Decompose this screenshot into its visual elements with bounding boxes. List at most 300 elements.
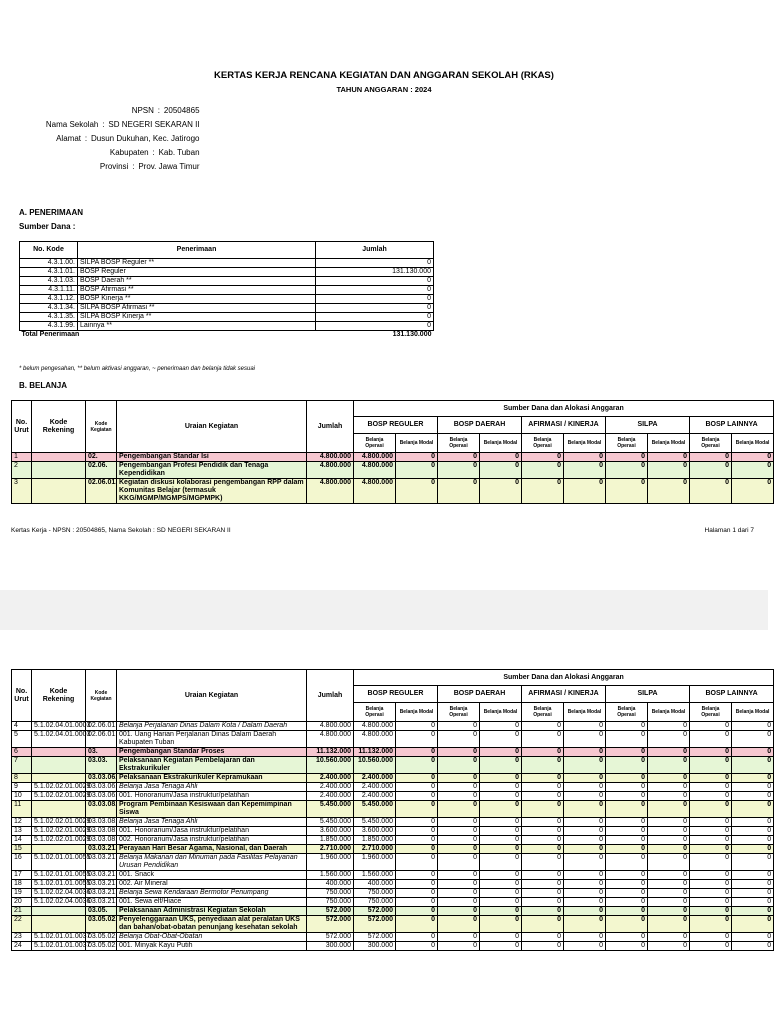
alokasi-cell: 0 bbox=[564, 880, 606, 889]
alokasi-cell: 0 bbox=[396, 836, 438, 845]
page-2 bbox=[0, 630, 772, 1024]
penerimaan-total-row bbox=[20, 331, 434, 340]
alokasi-cell: 0 bbox=[732, 774, 774, 783]
header-kode-rekening: Kode Rekening bbox=[32, 670, 86, 722]
alokasi-cell: 0 bbox=[438, 479, 480, 504]
jumlah-cell: 3.600.000 bbox=[307, 827, 354, 836]
alokasi-cell: 0 bbox=[690, 827, 732, 836]
header-group: BOSP DAERAH bbox=[438, 686, 522, 703]
alokasi-cell: 0 bbox=[648, 748, 690, 757]
jumlah-cell: 0 bbox=[316, 259, 434, 268]
alokasi-cell: 0 bbox=[438, 722, 480, 731]
rekening-cell bbox=[32, 845, 86, 854]
alokasi-cell: 0 bbox=[690, 748, 732, 757]
info-value: Kab. Tuban bbox=[158, 148, 200, 157]
alokasi-cell: 0 bbox=[396, 889, 438, 898]
alokasi-cell: 0 bbox=[480, 792, 522, 801]
alokasi-cell: 11.132.000 bbox=[354, 748, 396, 757]
penerimaan-cell: SILPA BOSP Kinerja ** bbox=[78, 313, 316, 322]
alokasi-cell: 0 bbox=[480, 731, 522, 748]
alokasi-cell: 5.450.000 bbox=[354, 818, 396, 827]
section-b-heading: B. BELANJA bbox=[19, 381, 68, 390]
uraian-cell: Belanja Jasa Tenaga Ahli bbox=[117, 818, 307, 827]
alokasi-cell: 0 bbox=[606, 722, 648, 731]
alokasi-cell: 0 bbox=[648, 783, 690, 792]
penerimaan-row bbox=[20, 304, 434, 313]
alokasi-cell: 0 bbox=[396, 916, 438, 933]
header-group: BOSP REGULER bbox=[354, 686, 438, 703]
header-group: BOSP REGULER bbox=[354, 417, 438, 434]
alokasi-cell: 0 bbox=[480, 774, 522, 783]
kegiatan-cell: 03.05.02. bbox=[86, 916, 117, 933]
alokasi-cell: 0 bbox=[480, 462, 522, 479]
alokasi-cell: 0 bbox=[522, 898, 564, 907]
uraian-cell: Belanja Perjalanan Dinas Dalam Kota / Dalam Daerah bbox=[117, 722, 307, 731]
header-sumber-dana: Sumber Dana dan Alokasi Anggaran bbox=[354, 670, 774, 686]
alokasi-cell: 0 bbox=[690, 722, 732, 731]
alokasi-cell: 400.000 bbox=[354, 880, 396, 889]
alokasi-cell: 0 bbox=[564, 774, 606, 783]
sumber-dana-label: Sumber Dana : bbox=[19, 222, 76, 231]
alokasi-cell: 0 bbox=[522, 792, 564, 801]
kegiatan-cell: 03. bbox=[86, 748, 117, 757]
jumlah-cell: 2.400.000 bbox=[307, 774, 354, 783]
uraian-cell: Pengembangan Profesi Pendidik dan Tenaga Kependidikan bbox=[117, 462, 307, 479]
alokasi-cell: 0 bbox=[564, 933, 606, 942]
penerimaan-row bbox=[20, 268, 434, 277]
belanja-row bbox=[12, 479, 774, 504]
header-jumlah: Jumlah bbox=[307, 401, 354, 453]
penerimaan-row bbox=[20, 286, 434, 295]
header-belanja-operasi: Belanja Operasi bbox=[438, 703, 480, 722]
belanja-row bbox=[12, 889, 774, 898]
alokasi-cell: 0 bbox=[690, 836, 732, 845]
alokasi-cell: 0 bbox=[606, 898, 648, 907]
alokasi-cell: 0 bbox=[396, 933, 438, 942]
kegiatan-cell: 02.06.01. bbox=[86, 722, 117, 731]
alokasi-cell: 0 bbox=[648, 827, 690, 836]
alokasi-cell: 0 bbox=[480, 898, 522, 907]
total-value: 131.130.000 bbox=[316, 331, 434, 340]
jumlah-cell: 4.800.000 bbox=[307, 462, 354, 479]
alokasi-cell: 3.600.000 bbox=[354, 827, 396, 836]
no-cell: 4 bbox=[12, 722, 32, 731]
alokasi-cell: 0 bbox=[396, 722, 438, 731]
alokasi-cell: 750.000 bbox=[354, 889, 396, 898]
alokasi-cell: 0 bbox=[732, 880, 774, 889]
alokasi-cell: 0 bbox=[396, 854, 438, 871]
belanja-row bbox=[12, 731, 774, 748]
alokasi-cell: 0 bbox=[648, 479, 690, 504]
belanja-row bbox=[12, 942, 774, 951]
kegiatan-cell: 03.05. bbox=[86, 907, 117, 916]
uraian-cell: 002. Air Mineral bbox=[117, 880, 307, 889]
alokasi-cell: 0 bbox=[438, 827, 480, 836]
alokasi-cell: 0 bbox=[648, 731, 690, 748]
alokasi-cell: 750.000 bbox=[354, 898, 396, 907]
alokasi-cell: 0 bbox=[732, 845, 774, 854]
no-cell: 14 bbox=[12, 836, 32, 845]
alokasi-cell: 0 bbox=[438, 757, 480, 774]
alokasi-cell: 0 bbox=[522, 748, 564, 757]
header-group: BOSP LAINNYA bbox=[690, 417, 774, 434]
jumlah-cell: 2.400.000 bbox=[307, 792, 354, 801]
rekening-cell: 5.1.02.01.01.0055 bbox=[32, 854, 86, 871]
header-belanja-operasi: Belanja Operasi bbox=[354, 434, 396, 453]
rekening-cell: 5.1.02.02.04.0036 bbox=[32, 898, 86, 907]
rekening-cell bbox=[32, 916, 86, 933]
penerimaan-cell: BOSP Afirmasi ** bbox=[78, 286, 316, 295]
jumlah-cell: 0 bbox=[316, 286, 434, 295]
no-cell: 20 bbox=[12, 898, 32, 907]
header-sumber-dana: Sumber Dana dan Alokasi Anggaran bbox=[354, 401, 774, 417]
kode-cell: 4.3.1.03. bbox=[20, 277, 78, 286]
no-cell: 5 bbox=[12, 731, 32, 748]
jumlah-cell: 0 bbox=[316, 277, 434, 286]
alokasi-cell: 0 bbox=[690, 792, 732, 801]
info-value: SD NEGERI SEKARAN II bbox=[108, 120, 200, 129]
alokasi-cell: 0 bbox=[648, 453, 690, 462]
alokasi-cell: 0 bbox=[438, 916, 480, 933]
jumlah-cell: 1.960.000 bbox=[307, 854, 354, 871]
penerimaan-cell: BOSP Reguler bbox=[78, 268, 316, 277]
penerimaan-row bbox=[20, 259, 434, 268]
alokasi-cell: 0 bbox=[438, 880, 480, 889]
alokasi-cell: 0 bbox=[732, 757, 774, 774]
jumlah-cell: 5.450.000 bbox=[307, 818, 354, 827]
uraian-cell: 001. Snack bbox=[117, 871, 307, 880]
info-value: Prov. Jawa Timur bbox=[138, 162, 200, 171]
alokasi-cell: 1.960.000 bbox=[354, 854, 396, 871]
no-cell: 13 bbox=[12, 827, 32, 836]
header-no-kode: No. Kode bbox=[20, 242, 78, 259]
alokasi-cell: 0 bbox=[732, 871, 774, 880]
info-row bbox=[27, 118, 200, 132]
penerimaan-row bbox=[20, 322, 434, 331]
alokasi-cell: 0 bbox=[438, 801, 480, 818]
jumlah-cell: 5.450.000 bbox=[307, 801, 354, 818]
no-cell: 2 bbox=[12, 462, 32, 479]
alokasi-cell: 0 bbox=[564, 462, 606, 479]
belanja-table-continued bbox=[11, 669, 774, 951]
alokasi-cell: 0 bbox=[732, 748, 774, 757]
kode-cell: 4.3.1.00. bbox=[20, 259, 78, 268]
kode-cell: 4.3.1.99. bbox=[20, 322, 78, 331]
rekening-cell: 5.1.02.04.01.0003 bbox=[32, 731, 86, 748]
rekening-cell: 5.1.02.02.01.0029 bbox=[32, 783, 86, 792]
alokasi-cell: 0 bbox=[522, 836, 564, 845]
rekening-cell: 5.1.02.02.04.0036 bbox=[32, 889, 86, 898]
belanja-row bbox=[12, 907, 774, 916]
alokasi-cell: 0 bbox=[690, 818, 732, 827]
jumlah-cell: 0 bbox=[316, 322, 434, 331]
header-kode-rekening: Kode Rekening bbox=[32, 401, 86, 453]
penerimaan-cell: Lainnya ** bbox=[78, 322, 316, 331]
jumlah-cell: 4.800.000 bbox=[307, 479, 354, 504]
alokasi-cell: 0 bbox=[606, 453, 648, 462]
uraian-cell: 001. Honorarium/Jasa instruktur/pelatihan bbox=[117, 792, 307, 801]
uraian-cell: Perayaan Hari Besar Agama, Nasional, dan Daerah bbox=[117, 845, 307, 854]
alokasi-cell: 0 bbox=[564, 916, 606, 933]
alokasi-cell: 0 bbox=[438, 748, 480, 757]
no-cell: 19 bbox=[12, 889, 32, 898]
alokasi-cell: 0 bbox=[690, 942, 732, 951]
alokasi-cell: 0 bbox=[396, 801, 438, 818]
kegiatan-cell: 03.03.21. bbox=[86, 889, 117, 898]
header-belanja-modal: Belanja Modal bbox=[732, 434, 774, 453]
alokasi-cell: 0 bbox=[732, 722, 774, 731]
alokasi-cell: 0 bbox=[690, 462, 732, 479]
kegiatan-cell: 03.03.08. bbox=[86, 801, 117, 818]
alokasi-cell: 0 bbox=[606, 783, 648, 792]
kegiatan-cell: 03.05.02. bbox=[86, 942, 117, 951]
no-cell: 3 bbox=[12, 479, 32, 504]
alokasi-cell: 2.400.000 bbox=[354, 774, 396, 783]
alokasi-cell: 0 bbox=[396, 792, 438, 801]
header-penerimaan: Penerimaan bbox=[78, 242, 316, 259]
header-uraian: Uraian Kegiatan bbox=[117, 401, 307, 453]
alokasi-cell: 0 bbox=[564, 898, 606, 907]
jumlah-cell: 1.560.000 bbox=[307, 871, 354, 880]
alokasi-cell: 0 bbox=[438, 907, 480, 916]
belanja-row bbox=[12, 845, 774, 854]
alokasi-cell: 1.850.000 bbox=[354, 836, 396, 845]
alokasi-cell: 0 bbox=[438, 889, 480, 898]
alokasi-cell: 0 bbox=[522, 854, 564, 871]
alokasi-cell: 0 bbox=[606, 462, 648, 479]
belanja-row bbox=[12, 836, 774, 845]
alokasi-cell: 0 bbox=[564, 757, 606, 774]
alokasi-cell: 0 bbox=[522, 845, 564, 854]
belanja-row bbox=[12, 916, 774, 933]
uraian-cell: Program Pembinaan Kesiswaan dan Kepemimpinan Siswa bbox=[117, 801, 307, 818]
belanja-row bbox=[12, 792, 774, 801]
school-info bbox=[27, 104, 200, 174]
alokasi-cell: 5.450.000 bbox=[354, 801, 396, 818]
alokasi-cell: 0 bbox=[438, 731, 480, 748]
alokasi-cell: 0 bbox=[396, 462, 438, 479]
alokasi-cell: 0 bbox=[648, 880, 690, 889]
info-row bbox=[27, 160, 200, 174]
uraian-cell: Belanja Makanan dan Minuman pada Fasilitas Pelayanan Urusan Pendidikan bbox=[117, 854, 307, 871]
kegiatan-cell: 02.06.01. bbox=[86, 731, 117, 748]
alokasi-cell: 0 bbox=[480, 854, 522, 871]
jumlah-cell: 400.000 bbox=[307, 880, 354, 889]
kegiatan-cell: 03.03.06. bbox=[86, 774, 117, 783]
alokasi-cell: 0 bbox=[606, 880, 648, 889]
no-cell: 9 bbox=[12, 783, 32, 792]
header-belanja-modal: Belanja Modal bbox=[648, 434, 690, 453]
page-gap bbox=[0, 590, 768, 630]
header-belanja-operasi: Belanja Operasi bbox=[606, 703, 648, 722]
header-group: BOSP DAERAH bbox=[438, 417, 522, 434]
belanja-row bbox=[12, 871, 774, 880]
alokasi-cell: 0 bbox=[480, 479, 522, 504]
alokasi-cell: 0 bbox=[648, 757, 690, 774]
alokasi-cell: 0 bbox=[396, 907, 438, 916]
belanja-table bbox=[11, 400, 774, 504]
jumlah-cell: 10.560.000 bbox=[307, 757, 354, 774]
alokasi-cell: 0 bbox=[648, 818, 690, 827]
alokasi-cell: 0 bbox=[522, 462, 564, 479]
alokasi-cell: 0 bbox=[564, 854, 606, 871]
header-no-urut: No. Urut bbox=[12, 401, 32, 453]
header-belanja-operasi: Belanja Operasi bbox=[690, 434, 732, 453]
uraian-cell: Pelaksanaan Kegiatan Pembelajaran dan Ekstrakurikuler bbox=[117, 757, 307, 774]
alokasi-cell: 0 bbox=[564, 479, 606, 504]
belanja-row bbox=[12, 880, 774, 889]
alokasi-cell: 0 bbox=[732, 801, 774, 818]
rekening-cell bbox=[32, 453, 86, 462]
no-cell: 18 bbox=[12, 880, 32, 889]
uraian-cell: 001. Uang Harian Perjalanan Dinas Dalam Daerah Kabupaten Tuban bbox=[117, 731, 307, 748]
alokasi-cell: 0 bbox=[648, 916, 690, 933]
alokasi-cell: 0 bbox=[606, 933, 648, 942]
uraian-cell: Pelaksanaan Administrasi Kegiatan Sekolah bbox=[117, 907, 307, 916]
info-colon: : bbox=[102, 120, 105, 129]
jumlah-cell: 0 bbox=[316, 295, 434, 304]
alokasi-cell: 0 bbox=[396, 898, 438, 907]
alokasi-cell: 4.800.000 bbox=[354, 462, 396, 479]
alokasi-cell: 0 bbox=[564, 827, 606, 836]
alokasi-cell: 0 bbox=[564, 453, 606, 462]
alokasi-cell: 0 bbox=[438, 871, 480, 880]
info-row bbox=[27, 104, 200, 118]
belanja-row bbox=[12, 854, 774, 871]
info-key: Alamat bbox=[56, 134, 81, 143]
jumlah-cell: 4.800.000 bbox=[307, 453, 354, 462]
alokasi-cell: 0 bbox=[606, 871, 648, 880]
penerimaan-table bbox=[19, 241, 434, 340]
alokasi-cell: 0 bbox=[732, 792, 774, 801]
alokasi-cell: 0 bbox=[732, 898, 774, 907]
alokasi-cell: 0 bbox=[690, 453, 732, 462]
uraian-cell: 001. Sewa elf/Hiace bbox=[117, 898, 307, 907]
belanja-row bbox=[12, 801, 774, 818]
header-no-urut: No. Urut bbox=[12, 670, 32, 722]
alokasi-cell: 0 bbox=[438, 792, 480, 801]
rekening-cell bbox=[32, 748, 86, 757]
alokasi-cell: 572.000 bbox=[354, 916, 396, 933]
alokasi-cell: 0 bbox=[732, 827, 774, 836]
alokasi-cell: 0 bbox=[648, 836, 690, 845]
alokasi-cell: 0 bbox=[438, 774, 480, 783]
no-cell: 16 bbox=[12, 854, 32, 871]
footer-page: Halaman 1 dari 7 bbox=[704, 527, 754, 534]
header-kode-kegiatan: Kode Kegiatan bbox=[86, 670, 117, 722]
header-belanja-modal: Belanja Modal bbox=[564, 434, 606, 453]
alokasi-cell: 0 bbox=[522, 479, 564, 504]
alokasi-cell: 0 bbox=[480, 757, 522, 774]
penerimaan-cell: SILPA BOSP Reguler ** bbox=[78, 259, 316, 268]
no-cell: 7 bbox=[12, 757, 32, 774]
alokasi-cell: 4.800.000 bbox=[354, 722, 396, 731]
alokasi-cell: 0 bbox=[396, 827, 438, 836]
belanja-row bbox=[12, 783, 774, 792]
header-jumlah: Jumlah bbox=[316, 242, 434, 259]
rekening-cell: 5.1.02.02.01.0029 bbox=[32, 818, 86, 827]
alokasi-cell: 0 bbox=[690, 757, 732, 774]
alokasi-cell: 0 bbox=[606, 827, 648, 836]
alokasi-cell: 0 bbox=[480, 933, 522, 942]
alokasi-cell: 0 bbox=[732, 731, 774, 748]
alokasi-cell: 0 bbox=[606, 792, 648, 801]
alokasi-cell: 0 bbox=[522, 731, 564, 748]
header-group: BOSP LAINNYA bbox=[690, 686, 774, 703]
penerimaan-cell: BOSP Daerah ** bbox=[78, 277, 316, 286]
no-cell: 15 bbox=[12, 845, 32, 854]
belanja-row bbox=[12, 462, 774, 479]
alokasi-cell: 0 bbox=[564, 889, 606, 898]
rekening-cell bbox=[32, 757, 86, 774]
alokasi-cell: 0 bbox=[522, 942, 564, 951]
alokasi-cell: 0 bbox=[690, 783, 732, 792]
alokasi-cell: 0 bbox=[480, 889, 522, 898]
header-belanja-modal: Belanja Modal bbox=[732, 703, 774, 722]
alokasi-cell: 0 bbox=[690, 479, 732, 504]
header-group: SILPA bbox=[606, 686, 690, 703]
no-cell: 17 bbox=[12, 871, 32, 880]
penerimaan-cell: SILPA BOSP Afirmasi ** bbox=[78, 304, 316, 313]
alokasi-cell: 0 bbox=[732, 942, 774, 951]
header-belanja-operasi: Belanja Operasi bbox=[606, 434, 648, 453]
alokasi-cell: 0 bbox=[606, 774, 648, 783]
header-belanja-operasi: Belanja Operasi bbox=[522, 434, 564, 453]
alokasi-cell: 0 bbox=[648, 942, 690, 951]
alokasi-cell: 0 bbox=[438, 836, 480, 845]
alokasi-cell: 0 bbox=[522, 722, 564, 731]
alokasi-cell: 0 bbox=[564, 792, 606, 801]
alokasi-cell: 0 bbox=[732, 933, 774, 942]
uraian-cell: Kegiatan diskusi kolaborasi pengembangan RPP dalam Komunitas Belajar (termasuk KKG/MGMP/MGMPS/MGPMPK) bbox=[117, 479, 307, 504]
alokasi-cell: 0 bbox=[648, 792, 690, 801]
kegiatan-cell: 02. bbox=[86, 453, 117, 462]
kegiatan-cell: 02.06. bbox=[86, 462, 117, 479]
alokasi-cell: 0 bbox=[480, 818, 522, 827]
kegiatan-cell: 03.03.08. bbox=[86, 818, 117, 827]
alokasi-cell: 300.000 bbox=[354, 942, 396, 951]
alokasi-cell: 0 bbox=[438, 898, 480, 907]
alokasi-cell: 0 bbox=[480, 827, 522, 836]
kegiatan-cell: 03.03.21. bbox=[86, 854, 117, 871]
no-cell: 23 bbox=[12, 933, 32, 942]
rekening-cell bbox=[32, 801, 86, 818]
alokasi-cell: 10.560.000 bbox=[354, 757, 396, 774]
alokasi-cell: 0 bbox=[690, 880, 732, 889]
footer-left: Kertas Kerja - NPSN : 20504865, Nama Sekolah : SD NEGERI SEKARAN II bbox=[11, 527, 231, 534]
alokasi-cell: 2.400.000 bbox=[354, 792, 396, 801]
belanja-row bbox=[12, 748, 774, 757]
alokasi-cell: 0 bbox=[690, 916, 732, 933]
info-colon: : bbox=[157, 106, 161, 115]
kegiatan-cell: 03.03.21. bbox=[86, 898, 117, 907]
alokasi-cell: 4.800.000 bbox=[354, 479, 396, 504]
alokasi-cell: 0 bbox=[690, 854, 732, 871]
uraian-cell: Belanja Sewa Kendaraan Bermotor Penumpang bbox=[117, 889, 307, 898]
alokasi-cell: 0 bbox=[564, 942, 606, 951]
belanja-row bbox=[12, 827, 774, 836]
alokasi-cell: 0 bbox=[522, 801, 564, 818]
alokasi-cell: 0 bbox=[690, 933, 732, 942]
kode-cell: 4.3.1.01. bbox=[20, 268, 78, 277]
jumlah-cell: 300.000 bbox=[307, 942, 354, 951]
info-key: Nama Sekolah bbox=[45, 120, 99, 129]
rekening-cell bbox=[32, 479, 86, 504]
belanja-row bbox=[12, 818, 774, 827]
rekening-cell bbox=[32, 907, 86, 916]
info-colon: : bbox=[152, 148, 155, 157]
no-cell: 10 bbox=[12, 792, 32, 801]
